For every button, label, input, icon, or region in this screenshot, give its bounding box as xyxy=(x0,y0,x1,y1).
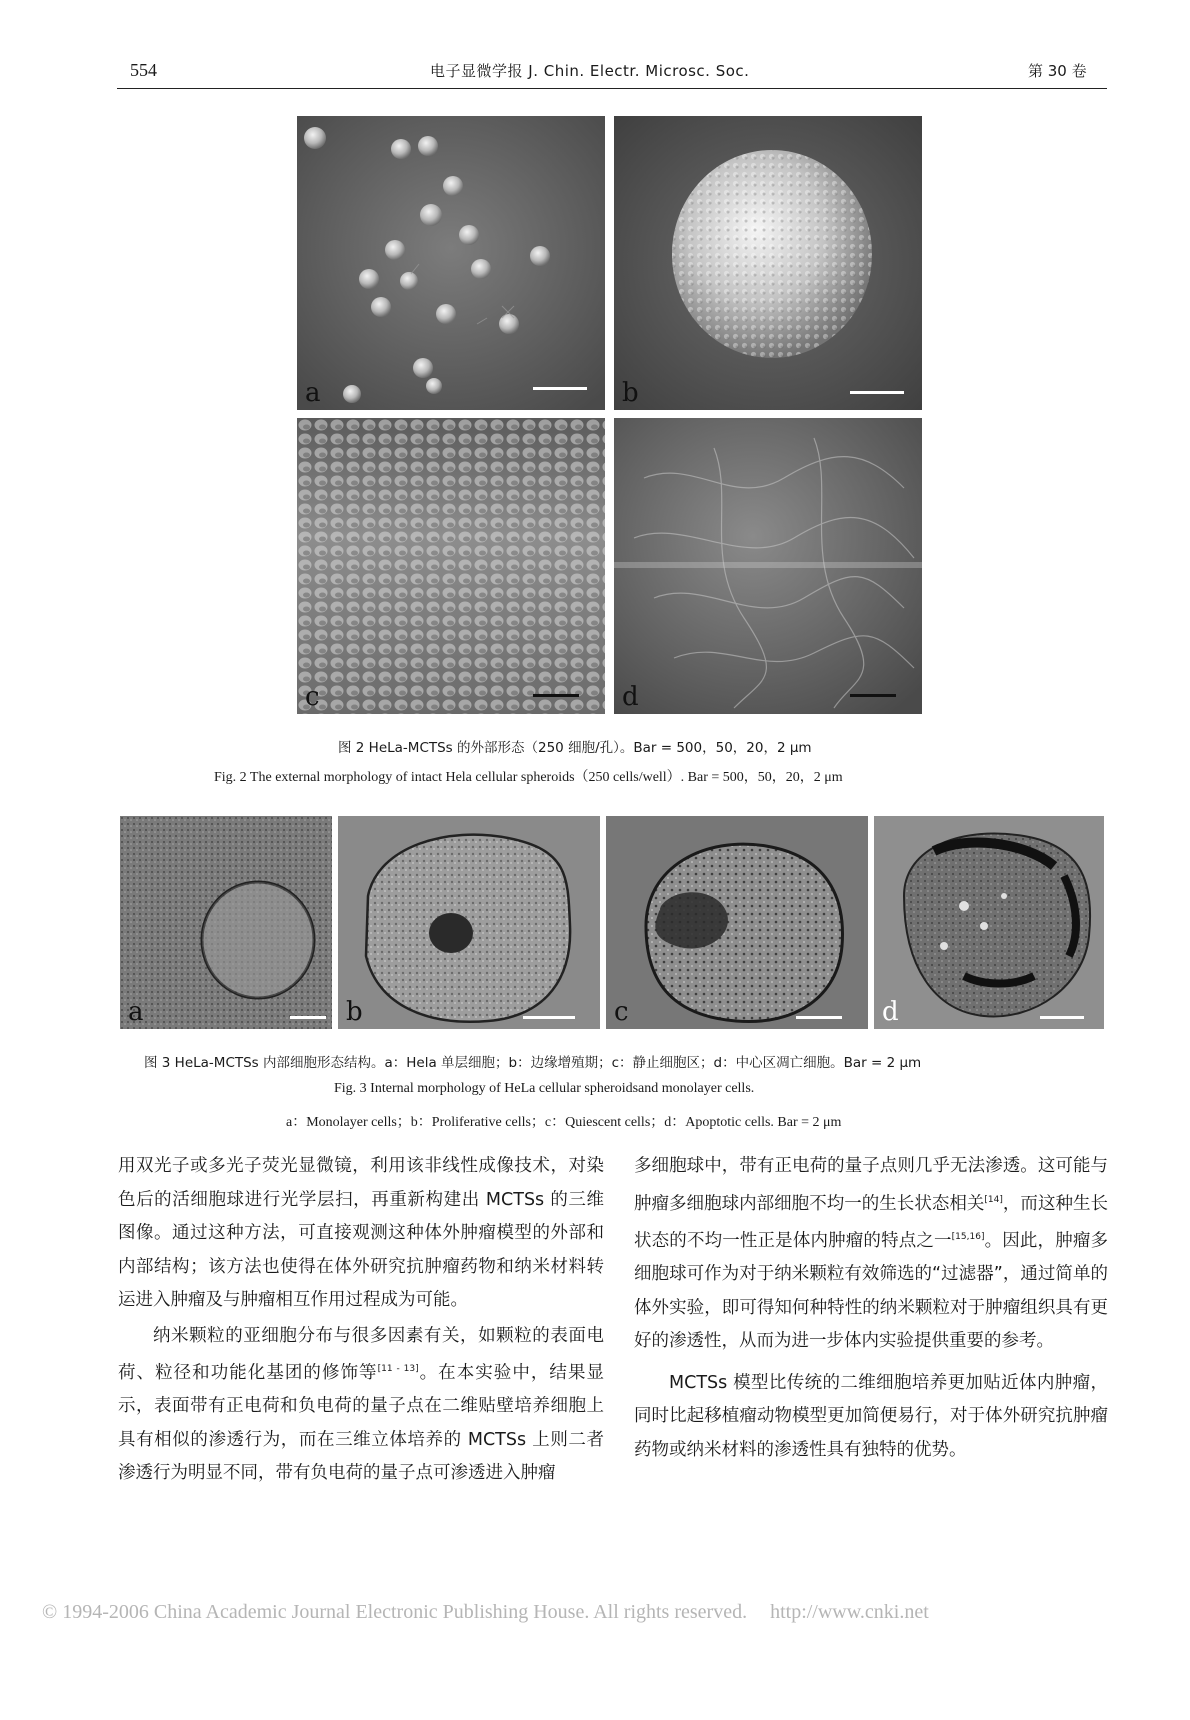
tem-quiescent-cell-image xyxy=(606,816,868,1029)
paragraph: MCTSs 模型比传统的二维细胞培养更加贴近体内肿瘤，同时比起移植瘤动物模型更加简便易行，对于体外研究抗肿瘤药物或纳米材料的渗透性具有独特的优势。 xyxy=(634,1372,1108,1460)
text: 纳米颗粒的亚细胞分布与很多因素有关，如颗粒的表面电荷、粒径和功能化基团的修饰等 xyxy=(118,1325,604,1383)
scale-bar xyxy=(290,1016,326,1019)
fig2-caption-cn: 图 2 HeLa-MCTSs 的外部形态（250 细胞/孔）。Bar = 500，50，20，2 μm xyxy=(338,740,812,756)
fig2-panel-b xyxy=(614,116,922,410)
text: ，而这种生长状态的不均一性正是体内肿瘤的特点之一 xyxy=(634,1193,1109,1251)
fig2-panel-a xyxy=(297,116,605,410)
copyright-footer xyxy=(42,1601,929,1624)
panel-label: d xyxy=(622,682,639,712)
citation: [11 - 13] xyxy=(377,1364,419,1374)
fig3-panel-d xyxy=(874,816,1104,1029)
panel-label: c xyxy=(614,997,629,1027)
scale-bar xyxy=(1040,1016,1084,1019)
fig3-panel-c xyxy=(606,816,868,1029)
fig2-panel-d xyxy=(614,418,922,714)
paragraph xyxy=(118,1320,604,1491)
footer-url[interactable]: http://www.cnki.net xyxy=(770,1601,929,1623)
scale-bar xyxy=(523,1016,575,1019)
fig3-panel-b xyxy=(338,816,600,1029)
tem-apoptotic-cell-image xyxy=(874,816,1104,1029)
body-left-column xyxy=(118,1150,604,1491)
panel-label: a xyxy=(128,997,144,1027)
sem-hela-cells-sparse-image xyxy=(297,116,605,410)
panel-label: b xyxy=(346,997,363,1027)
scale-bar xyxy=(850,391,904,394)
fig2-caption-en: Fig. 2 The external morphology of intact Hela cellular spheroids（250 cells/well）. Bar = 500，50，20，2 μm xyxy=(214,770,843,785)
paragraph xyxy=(634,1150,1108,1359)
scale-bar xyxy=(533,387,587,390)
tem-monolayer-cell-image xyxy=(120,816,332,1029)
text: 。因此，肿瘤多细胞球可作为对于纳米颗粒有效筛选的“过滤器”，通过简单的体外实验，即可得知何种特性的纳米颗粒对于肿瘤组织具有更好的渗透性，从而为进一步体内实验提供重要的参考。 xyxy=(634,1230,1109,1352)
panel-label: d xyxy=(882,997,899,1027)
sem-fibrous-matrix-image xyxy=(614,418,922,714)
tem-proliferative-cell-image xyxy=(338,816,600,1029)
fig3-caption-en-2: a：Monolayer cells；b：Proliferative cells；c：Quiescent cells；d：Apoptotic cells. Bar = 2 μm xyxy=(286,1115,842,1130)
scale-bar xyxy=(533,694,579,697)
citation: [15,16] xyxy=(951,1231,985,1242)
sem-hela-spheroid-whole-image xyxy=(614,116,922,410)
panel-label: a xyxy=(305,378,321,408)
scale-bar xyxy=(796,1016,842,1019)
body-right-column xyxy=(634,1150,1108,1467)
citation: [14] xyxy=(984,1194,1003,1205)
sem-spheroid-surface-closeup-image xyxy=(297,418,605,714)
copyright-text: © 1994-2006 China Academic Journal Electronic Publishing House. All rights reserved. xyxy=(42,1601,748,1623)
page-number: 554 xyxy=(130,60,157,80)
panel-label: c xyxy=(305,682,320,712)
text: 多细胞球中，带有正电荷的量子点则几乎无法渗透。这可能与肿瘤多细胞球内部细胞不均一的生长状态相关 xyxy=(634,1156,1108,1214)
fig3-caption-en-1: Fig. 3 Internal morphology of HeLa cellular spheroidsand monolayer cells. xyxy=(334,1081,755,1096)
fig3-caption-cn: 图 3 HeLa-MCTSs 内部细胞形态结构。a：Hela 单层细胞；b：边缘增殖期；c：静止细胞区；d：中心区凋亡细胞。Bar = 2 μm xyxy=(144,1055,922,1071)
journal-title: 电子显微学报 J. Chin. Electr. Microsc. Soc. xyxy=(430,62,750,80)
text: 。在本实验中，结果显示，表面带有正电荷和负电荷的量子点在二维贴壁培养细胞上具有相似的渗透行为，而在三维立体培养的 MCTSs 上则二者渗透行为明显不同，带有负电荷的量子点可渗透进入肿瘤 xyxy=(118,1362,604,1484)
header-rule xyxy=(117,88,1107,89)
fig2-panel-c xyxy=(297,418,605,714)
fig3-panel-a xyxy=(120,816,332,1029)
panel-label: b xyxy=(622,378,639,408)
paragraph: 用双光子或多光子荧光显微镜，利用该非线性成像技术，对染色后的活细胞球进行光学层扫，再重新构建出 MCTSs 的三维图像。通过这种方法，可直接观测这种体外肿瘤模型的外部和内部结构；该方法也使得在体外研究抗肿瘤药物和纳米材料转运进入肿瘤及与肿瘤相互作用过程成为可能。 xyxy=(118,1156,604,1310)
scale-bar xyxy=(850,694,896,697)
volume-label: 第 30 卷 xyxy=(1028,62,1087,80)
